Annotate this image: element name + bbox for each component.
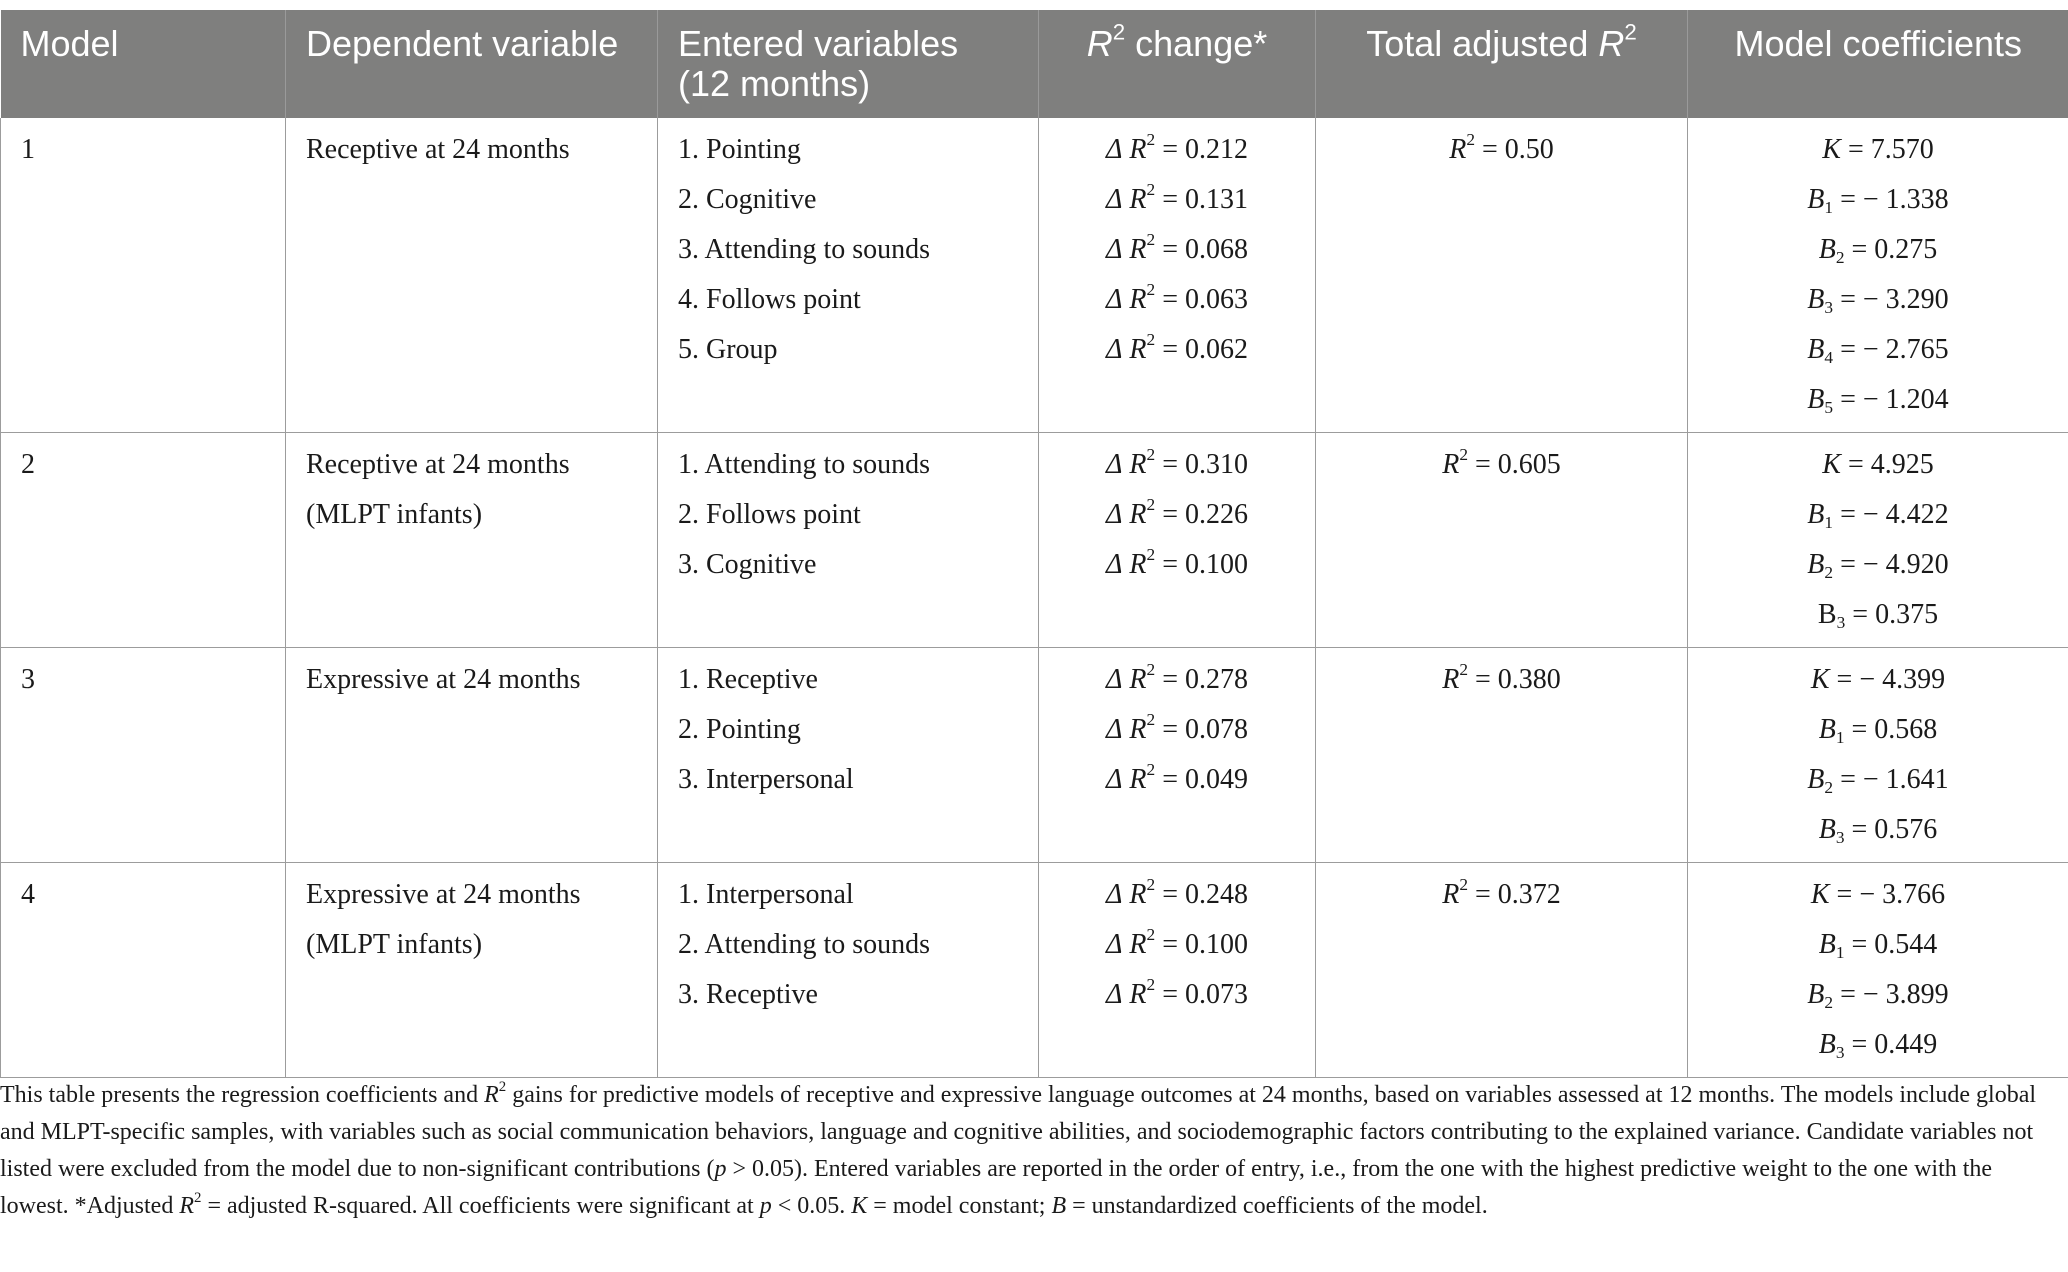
- entered-variable-text: 2. Follows point: [678, 499, 861, 530]
- delta-symbol: Δ: [1105, 334, 1123, 365]
- b-value: = − 1.641: [1840, 764, 1949, 795]
- sq-symbol: 2: [1459, 659, 1468, 679]
- dependent-variable-line: [306, 920, 637, 970]
- sq-symbol: 2: [1146, 129, 1156, 149]
- k-symbol: K: [1810, 664, 1830, 695]
- r2-change-number: = 0.063: [1162, 284, 1249, 315]
- sq-symbol: 2: [1146, 229, 1156, 249]
- entered-variable-text: 2. Cognitive: [678, 184, 817, 215]
- entered-variable-item: [678, 125, 1018, 175]
- dependent-variable-line: [306, 440, 637, 490]
- entered-variables-cell: [658, 118, 1039, 433]
- header-sq-symbol: 2: [1112, 19, 1126, 45]
- r-symbol: R: [1129, 664, 1147, 695]
- r2-change-value: [1059, 920, 1295, 970]
- header-total-adjusted-r2: [1316, 10, 1688, 118]
- table-footnote: [0, 1077, 2060, 1225]
- r-symbol: R: [1129, 979, 1147, 1010]
- k-value: = 7.570: [1847, 134, 1934, 165]
- entered-variable-item: [678, 920, 1018, 970]
- header-row: [1, 10, 2068, 118]
- dependent-variable-line: [306, 870, 637, 920]
- r2-change-value: [1059, 490, 1295, 540]
- r-symbol: R: [1129, 764, 1147, 795]
- b-value: = 0.375: [1852, 599, 1939, 630]
- entered-variables-cell: [658, 648, 1039, 863]
- model-number-cell: [1, 118, 286, 433]
- r2-change-number: = 0.073: [1162, 979, 1249, 1010]
- delta-symbol: Δ: [1105, 664, 1123, 695]
- regression-table: [0, 10, 2068, 1078]
- entered-variable-item: [678, 540, 1018, 590]
- header-model: Model: [1, 10, 286, 118]
- note-text: < 0.05.: [771, 1193, 852, 1219]
- model-number: 1: [21, 134, 35, 165]
- sq-symbol: 2: [1146, 544, 1156, 564]
- r2-change-number: = 0.212: [1162, 134, 1249, 165]
- note-text: = unstandardized coefficients of the model.: [1066, 1193, 1488, 1219]
- coefficient-b: [1708, 225, 2048, 275]
- sq-symbol: 2: [1146, 924, 1156, 944]
- total-adjusted-r2-cell: [1316, 648, 1688, 863]
- r-symbol: R: [1449, 134, 1467, 165]
- b-value: = 0.544: [1851, 929, 1938, 960]
- delta-symbol: Δ: [1105, 284, 1123, 315]
- table-row: [1, 863, 2068, 1078]
- b-symbol: B: [1807, 764, 1825, 795]
- r2-change-number: = 0.100: [1162, 549, 1249, 580]
- table-body: [1, 118, 2068, 1078]
- sq-symbol: 2: [1146, 709, 1156, 729]
- b-subscript: 1: [1824, 513, 1834, 533]
- b-symbol: B: [1807, 979, 1825, 1010]
- b-symbol: B: [1807, 549, 1825, 580]
- dependent-variable-cell: [286, 863, 658, 1078]
- model-number: 3: [21, 664, 35, 695]
- b-subscript: 3: [1836, 613, 1846, 633]
- total-adjusted-r2-cell: [1316, 433, 1688, 648]
- b-value: = 0.449: [1851, 1029, 1938, 1060]
- model-number: 2: [21, 449, 35, 480]
- b-symbol: B: [1807, 384, 1825, 415]
- header-total-adjusted-label: Total adjusted: [1366, 23, 1599, 64]
- b-symbol: B: [1818, 814, 1836, 845]
- r2-change-value: [1059, 175, 1295, 225]
- table-row: [1, 433, 2068, 648]
- note-b-symbol: B: [1051, 1193, 1067, 1219]
- entered-variable-text: 2. Attending to sounds: [678, 929, 931, 960]
- r-symbol: R: [1129, 499, 1147, 530]
- entered-variable-text: 3. Receptive: [678, 979, 818, 1010]
- b-symbol: B: [1807, 184, 1825, 215]
- entered-variable-item: [678, 175, 1018, 225]
- sq-symbol: 2: [1146, 759, 1156, 779]
- note-text: gains for predictive models of receptive and expressive language outcomes at 24 months, based on variables assessed at 12 months. The models include global and MLPT-specific samples, with variables such as social communication behaviors, language and cognitive abilities, and sociodemographic factors contributing to the explained variance. Candidate variables not listed were excluded from the model due to non-significant contributions (: [0, 1082, 2037, 1182]
- sq-symbol: 2: [1146, 659, 1156, 679]
- note-k-symbol: K: [851, 1193, 868, 1219]
- coefficient-k: [1708, 870, 2048, 920]
- table-header: [1, 10, 2068, 118]
- r-symbol: R: [1129, 284, 1147, 315]
- b-subscript: 3: [1824, 298, 1834, 318]
- model-coefficients-cell: [1688, 863, 2068, 1078]
- b-subscript: 5: [1824, 398, 1834, 418]
- note-r-symbol: R: [484, 1082, 499, 1108]
- r2-change-number: = 0.131: [1162, 184, 1249, 215]
- r-symbol: R: [1129, 879, 1147, 910]
- b-symbol: B: [1807, 284, 1825, 315]
- k-value: = − 3.766: [1836, 879, 1946, 910]
- b-symbol: B: [1807, 334, 1825, 365]
- r-symbol: R: [1129, 234, 1147, 265]
- r-symbol: R: [1129, 134, 1147, 165]
- entered-variable-text: 3. Attending to sounds: [678, 234, 931, 265]
- b-subscript: 2: [1824, 563, 1834, 583]
- b-value: = − 2.765: [1840, 334, 1949, 365]
- model-coefficients-cell: [1688, 433, 2068, 648]
- model-number: 4: [21, 879, 35, 910]
- entered-variable-item: [678, 655, 1018, 705]
- dependent-variable-cell: [286, 118, 658, 433]
- delta-symbol: Δ: [1105, 764, 1123, 795]
- entered-variable-text: 2. Pointing: [678, 714, 801, 745]
- r2-change-value: [1059, 705, 1295, 755]
- delta-symbol: Δ: [1105, 879, 1123, 910]
- b-value: = 0.568: [1851, 714, 1938, 745]
- entered-variable-text: 1. Receptive: [678, 664, 818, 695]
- dependent-variable-cell: [286, 648, 658, 863]
- r2-change-cell: [1039, 863, 1316, 1078]
- r2-change-number: = 0.068: [1162, 234, 1249, 265]
- note-text: This table presents the regression coefficients and: [0, 1082, 485, 1108]
- b-subscript: 3: [1835, 1043, 1845, 1063]
- note-text: = model constant;: [867, 1193, 1052, 1219]
- header-sq-symbol: 2: [1624, 19, 1637, 45]
- coefficient-b: [1708, 175, 2048, 225]
- total-adjusted-r2-value: [1336, 870, 1667, 920]
- total-adjusted-r2-value: [1336, 125, 1667, 175]
- r2-change-value: [1059, 655, 1295, 705]
- r2-change-value: [1059, 440, 1295, 490]
- dependent-variable-text: Receptive at 24 months: [306, 449, 570, 480]
- r2-change-value: [1059, 275, 1295, 325]
- note-p-symbol: p: [714, 1156, 727, 1182]
- b-value: = − 4.422: [1840, 499, 1949, 530]
- dependent-variable-text: (MLPT infants): [306, 929, 483, 960]
- sq-symbol: 2: [1459, 874, 1468, 894]
- coefficient-b: [1708, 970, 2048, 1020]
- table-row: [1, 648, 2068, 863]
- delta-symbol: Δ: [1105, 979, 1123, 1010]
- coefficient-b: [1708, 705, 2048, 755]
- note-text: = adjusted R-squared. All coefficients were significant at: [201, 1193, 760, 1219]
- header-dependent-variable: Dependent variable: [286, 10, 658, 118]
- note-r-symbol: R: [179, 1193, 194, 1219]
- b-value: = − 3.899: [1840, 979, 1949, 1010]
- r2-change-cell: [1039, 118, 1316, 433]
- b-subscript: 1: [1835, 943, 1845, 963]
- delta-symbol: Δ: [1105, 449, 1123, 480]
- r2-change-number: = 0.226: [1162, 499, 1249, 530]
- b-value: = − 1.204: [1840, 384, 1949, 415]
- b-value: = − 4.920: [1840, 549, 1949, 580]
- dependent-variable-text: Expressive at 24 months: [306, 664, 581, 695]
- entered-variables-cell: [658, 863, 1039, 1078]
- coefficient-b: [1708, 805, 2048, 855]
- header-r2-change-label: change*: [1125, 23, 1268, 64]
- entered-variable-item: [678, 870, 1018, 920]
- dependent-variable-cell: [286, 433, 658, 648]
- entered-variable-text: 1. Attending to sounds: [678, 449, 931, 480]
- r-symbol: R: [1129, 184, 1147, 215]
- header-r-symbol: R: [1598, 23, 1625, 64]
- k-symbol: K: [1822, 449, 1841, 480]
- coefficient-b: [1708, 325, 2048, 375]
- r2-change-value: [1059, 870, 1295, 920]
- total-adjusted-r2-cell: [1316, 118, 1688, 433]
- total-r2-number: = 0.50: [1482, 134, 1554, 165]
- coefficient-b: [1708, 755, 2048, 805]
- coefficient-b: [1708, 920, 2048, 970]
- total-r2-number: = 0.380: [1475, 664, 1561, 695]
- coefficient-b: [1708, 540, 2048, 590]
- model-number-cell: [1, 863, 286, 1078]
- k-symbol: K: [1810, 879, 1830, 910]
- r2-change-number: = 0.078: [1162, 714, 1249, 745]
- model-number-cell: [1, 648, 286, 863]
- entered-variable-item: [678, 440, 1018, 490]
- header-r2-change: [1039, 10, 1316, 118]
- header-entered-variables: Entered variables (12 months): [658, 10, 1039, 118]
- entered-variable-item: [678, 325, 1018, 375]
- b-subscript: 2: [1824, 778, 1834, 798]
- dependent-variable-line: [306, 125, 637, 175]
- delta-symbol: Δ: [1105, 184, 1123, 215]
- r2-change-value: [1059, 125, 1295, 175]
- entered-variable-text: 3. Interpersonal: [678, 764, 854, 795]
- b-subscript: 1: [1824, 198, 1834, 218]
- note-text: > 0.05). Entered variables are reported in the order of entry, i.e., from the one with the highest predictive weight to the one with the lowest. *Adjusted: [0, 1156, 1993, 1219]
- entered-variable-item: [678, 275, 1018, 325]
- r2-change-value: [1059, 755, 1295, 805]
- note-p-symbol: p: [759, 1193, 772, 1219]
- header-model-coefficients: Model coefficients: [1688, 10, 2068, 118]
- coefficient-b: [1708, 375, 2048, 425]
- model-coefficients-cell: [1688, 118, 2068, 433]
- delta-symbol: Δ: [1105, 549, 1123, 580]
- r-symbol: R: [1442, 664, 1460, 695]
- b-symbol: B: [1818, 234, 1836, 265]
- entered-variable-item: [678, 705, 1018, 755]
- sq-symbol: 2: [1146, 974, 1156, 994]
- entered-variables-cell: [658, 433, 1039, 648]
- k-value: = 4.925: [1847, 449, 1934, 480]
- dependent-variable-line: [306, 655, 637, 705]
- r2-change-cell: [1039, 433, 1316, 648]
- r-symbol: R: [1129, 929, 1147, 960]
- r2-change-number: = 0.248: [1162, 879, 1249, 910]
- coefficient-b: [1708, 490, 2048, 540]
- b-symbol: B: [1818, 714, 1836, 745]
- model-number-cell: [1, 433, 286, 648]
- r-symbol: R: [1442, 879, 1460, 910]
- entered-variable-text: 4. Follows point: [678, 284, 861, 315]
- sq-symbol: 2: [1146, 279, 1156, 299]
- k-symbol: K: [1822, 134, 1841, 165]
- b-symbol: B: [1818, 929, 1836, 960]
- sq-symbol: 2: [1146, 874, 1156, 894]
- total-adjusted-r2-cell: [1316, 863, 1688, 1078]
- sq-symbol: 2: [1459, 444, 1468, 464]
- r2-change-number: = 0.278: [1162, 664, 1249, 695]
- b-subscript: 2: [1824, 993, 1834, 1013]
- entered-variable-item: [678, 970, 1018, 1020]
- sq-symbol: 2: [1466, 129, 1475, 149]
- delta-symbol: Δ: [1105, 499, 1123, 530]
- delta-symbol: Δ: [1105, 234, 1123, 265]
- b-subscript: 3: [1835, 828, 1845, 848]
- b-value: = 0.275: [1851, 234, 1938, 265]
- sq-symbol: 2: [1146, 444, 1156, 464]
- b-value: = − 1.338: [1840, 184, 1949, 215]
- note-sq-symbol: 2: [194, 1189, 202, 1206]
- b-value: = − 3.290: [1840, 284, 1949, 315]
- r2-change-value: [1059, 225, 1295, 275]
- sq-symbol: 2: [1146, 329, 1156, 349]
- entered-variable-text: 3. Cognitive: [678, 549, 817, 580]
- r2-change-number: = 0.310: [1162, 449, 1249, 480]
- r2-change-number: = 0.062: [1162, 334, 1249, 365]
- r-symbol: R: [1129, 334, 1147, 365]
- dependent-variable-text: Expressive at 24 months: [306, 879, 581, 910]
- dependent-variable-line: [306, 490, 637, 540]
- total-adjusted-r2-value: [1336, 440, 1667, 490]
- regression-table-container: [0, 10, 2068, 1078]
- dependent-variable-text: (MLPT infants): [306, 499, 483, 530]
- coefficient-b: [1708, 1020, 2048, 1070]
- note-sq-symbol: 2: [498, 1078, 507, 1095]
- r2-change-cell: [1039, 648, 1316, 863]
- total-r2-number: = 0.605: [1475, 449, 1561, 480]
- r2-change-number: = 0.049: [1162, 764, 1249, 795]
- entered-variable-text: 1. Interpersonal: [678, 879, 854, 910]
- r-symbol: R: [1442, 449, 1460, 480]
- entered-variable-item: [678, 755, 1018, 805]
- r-symbol: R: [1129, 449, 1147, 480]
- r2-change-value: [1059, 325, 1295, 375]
- coefficient-k: [1708, 655, 2048, 705]
- r2-change-value: [1059, 970, 1295, 1020]
- entered-variable-text: 1. Pointing: [678, 134, 801, 165]
- sq-symbol: 2: [1146, 179, 1156, 199]
- b-subscript: 1: [1835, 728, 1845, 748]
- table-row: [1, 118, 2068, 433]
- b-symbol: B: [1818, 1029, 1836, 1060]
- delta-symbol: Δ: [1105, 929, 1123, 960]
- header-r-symbol: R: [1086, 23, 1113, 64]
- k-value: = − 4.399: [1836, 664, 1946, 695]
- entered-variable-text: 5. Group: [678, 334, 778, 365]
- dependent-variable-text: Receptive at 24 months: [306, 134, 570, 165]
- r2-change-number: = 0.100: [1162, 929, 1249, 960]
- delta-symbol: Δ: [1105, 714, 1123, 745]
- coefficient-k: [1708, 125, 2048, 175]
- entered-variable-item: [678, 490, 1018, 540]
- r-symbol: R: [1129, 714, 1147, 745]
- total-r2-number: = 0.372: [1475, 879, 1561, 910]
- delta-symbol: Δ: [1105, 134, 1123, 165]
- b-symbol: B: [1807, 499, 1825, 530]
- r-symbol: R: [1129, 549, 1147, 580]
- coefficient-k: [1708, 440, 2048, 490]
- entered-variable-item: [678, 225, 1018, 275]
- model-coefficients-cell: [1688, 648, 2068, 863]
- total-adjusted-r2-value: [1336, 655, 1667, 705]
- b-symbol: B: [1817, 599, 1837, 630]
- b-subscript: 2: [1835, 248, 1845, 268]
- coefficient-b: [1708, 275, 2048, 325]
- r2-change-value: [1059, 540, 1295, 590]
- coefficient-b: [1708, 590, 2048, 640]
- sq-symbol: 2: [1146, 494, 1156, 514]
- b-subscript: 4: [1824, 348, 1834, 368]
- b-value: = 0.576: [1851, 814, 1938, 845]
